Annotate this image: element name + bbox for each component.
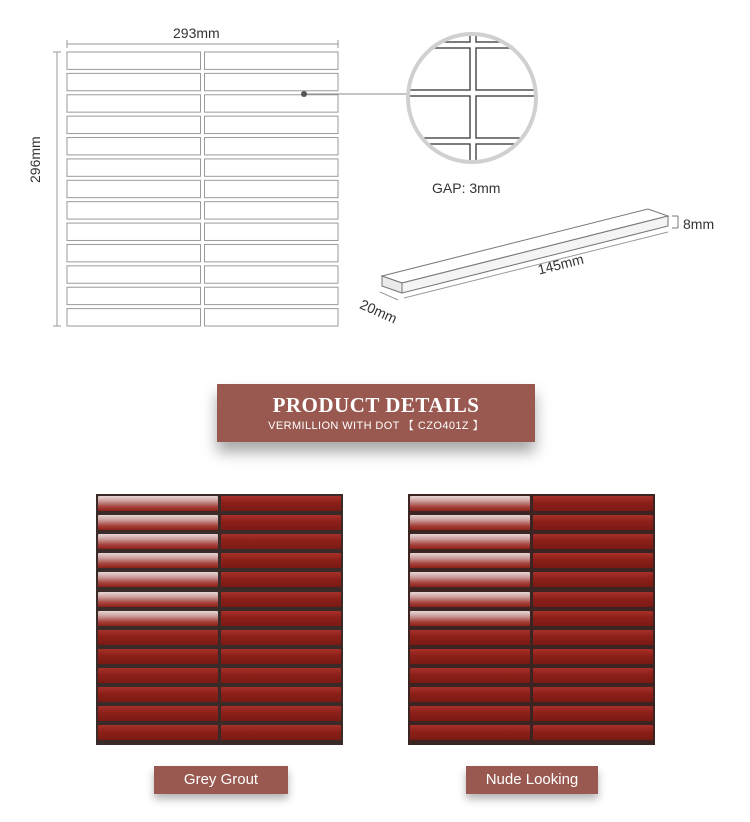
height-label: 296mm xyxy=(27,136,43,183)
mosaic-tile xyxy=(410,687,530,702)
mosaic-tile xyxy=(533,668,653,683)
mosaic-tile xyxy=(98,687,218,702)
sheet-tile-outline xyxy=(205,202,339,219)
mosaic-tile xyxy=(533,496,653,511)
mosaic-tile xyxy=(533,630,653,645)
mosaic-tile xyxy=(533,687,653,702)
sheet-tile-outline xyxy=(205,287,339,304)
caption-nude-looking: Nude Looking xyxy=(466,766,598,794)
sheet-tile-outline xyxy=(205,52,339,69)
mosaic-tile xyxy=(533,706,653,721)
sheet-tile-outline xyxy=(205,116,339,133)
sheet-tile-outline xyxy=(67,138,201,155)
gap-label: GAP: 3mm xyxy=(432,180,501,196)
mosaic-tile xyxy=(98,553,218,568)
sheet-tile-outline xyxy=(67,180,201,197)
mosaic-tile xyxy=(221,572,341,587)
mosaic-tile xyxy=(221,553,341,568)
mosaic-tile xyxy=(98,630,218,645)
mosaic-tile xyxy=(533,553,653,568)
product-details-banner xyxy=(217,384,535,442)
mosaic-tile xyxy=(221,515,341,530)
mosaic-tile xyxy=(533,725,653,740)
mosaic-tile xyxy=(98,534,218,549)
sheet-tile-outline xyxy=(67,159,201,176)
mosaic-tile xyxy=(410,630,530,645)
sheet-tile-outline xyxy=(67,244,201,261)
sheet-tile-outline xyxy=(205,244,339,261)
mosaic-tile xyxy=(98,649,218,664)
single-tile-3d xyxy=(382,209,668,293)
zoom-pointer-dot xyxy=(301,91,307,97)
sheet-tile-outline xyxy=(205,138,339,155)
sheet-tile-outline xyxy=(205,309,339,326)
banner-subtitle: VERMILLION WITH DOT 【 CZO401Z 】 xyxy=(268,420,484,432)
mosaic-tile xyxy=(410,725,530,740)
depth-label: 20mm xyxy=(357,296,400,327)
mosaic-tile xyxy=(410,553,530,568)
mosaic-tile xyxy=(410,611,530,626)
mosaic-tile xyxy=(533,649,653,664)
mosaic-tile xyxy=(221,630,341,645)
sheet-tile-outline xyxy=(67,52,201,69)
mosaic-tile xyxy=(98,611,218,626)
sheet-tile-outline xyxy=(67,309,201,326)
tile-photo-grey-grout xyxy=(96,494,343,745)
mosaic-tile xyxy=(98,668,218,683)
mosaic-tile xyxy=(533,611,653,626)
mosaic-tile xyxy=(98,706,218,721)
sheet-tile-outline xyxy=(205,223,339,240)
mosaic-tile xyxy=(410,515,530,530)
sheet-tile-outline xyxy=(205,266,339,283)
mosaic-tile xyxy=(221,611,341,626)
length-label: 145mm xyxy=(536,250,586,278)
sheet-tile-outline xyxy=(67,266,201,283)
mosaic-tile xyxy=(410,592,530,607)
mosaic-tile xyxy=(410,706,530,721)
mosaic-tile xyxy=(221,592,341,607)
mosaic-tile xyxy=(533,592,653,607)
mosaic-tile xyxy=(410,496,530,511)
caption-grey-grout: Grey Grout xyxy=(154,766,288,794)
mosaic-tile xyxy=(98,515,218,530)
sheet-tile-outline xyxy=(67,223,201,240)
mosaic-tile xyxy=(98,725,218,740)
sheet-tile-outline xyxy=(205,73,339,90)
mosaic-tile xyxy=(221,496,341,511)
mosaic-tile xyxy=(533,534,653,549)
sheet-tile-outline xyxy=(67,287,201,304)
sheet-tile-outline xyxy=(67,73,201,90)
sheet-tile-outline xyxy=(205,180,339,197)
mosaic-tile xyxy=(410,668,530,683)
mosaic-tile xyxy=(410,534,530,549)
mosaic-tile xyxy=(98,496,218,511)
sheet-tile-outline xyxy=(205,159,339,176)
sheet-tile-outline xyxy=(67,202,201,219)
sheet-tile-outline xyxy=(205,95,339,112)
sheet-grid xyxy=(67,52,338,326)
sheet-tile-outline xyxy=(67,95,201,112)
mosaic-tile xyxy=(410,572,530,587)
mosaic-tile xyxy=(533,572,653,587)
mosaic-tile xyxy=(221,706,341,721)
mosaic-tile xyxy=(98,592,218,607)
mosaic-tile xyxy=(221,725,341,740)
mosaic-tile xyxy=(221,687,341,702)
mosaic-tile xyxy=(98,572,218,587)
mosaic-tile xyxy=(221,649,341,664)
mosaic-tile xyxy=(221,534,341,549)
tile-photo-nude-looking xyxy=(408,494,655,745)
mosaic-tile xyxy=(221,668,341,683)
mosaic-tile xyxy=(410,649,530,664)
mosaic-tile xyxy=(533,515,653,530)
sheet-tile-outline xyxy=(67,116,201,133)
gap-zoom-detail xyxy=(390,30,556,174)
width-label: 293mm xyxy=(173,25,220,41)
thickness-label: 8mm xyxy=(683,216,715,232)
banner-title: PRODUCT DETAILS xyxy=(272,393,480,417)
